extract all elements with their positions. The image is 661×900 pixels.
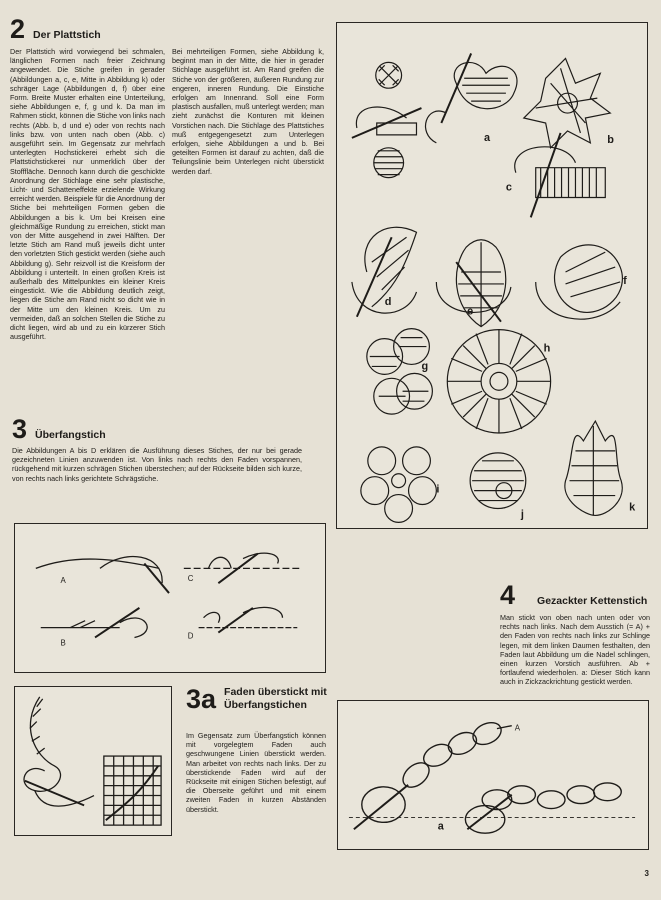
ueberfangstich-figures — [14, 523, 326, 673]
label-e: e — [467, 305, 474, 318]
kettenstich-text: Man stickt von oben nach unten oder von rechts nach links. Nach dem Ausstich (= A) + den Faden von rechts nach links zur Schlinge legen, mit dem linken Daumen festhalten, den Faden laut Abbildung um die Nadel schlingen, einen kurzen Vorstich ausführen. Ab + fortlaufend wiederholen. a: Dieser Stich kann auch in Zickzackrichtung gestickt werden. — [500, 613, 650, 687]
label-j: j — [520, 508, 524, 521]
plattstich-illustration — [337, 23, 647, 528]
faden-illustration — [15, 687, 171, 835]
section-2-heading — [10, 16, 101, 43]
label-C: C — [187, 574, 194, 584]
label-a: a — [484, 131, 491, 144]
label-D: D — [187, 631, 194, 641]
label-i: i — [436, 483, 440, 496]
plattstich-text-col1: Der Plattstich wird vorwiegend bei schmalen, länglichen Formen nach freier Zeichnung angewendet. Die Stiche greifen in gerader (Abbildungen a, c, e, Mitte in Abbildung k) oder schräger Lage (Abbildungen d, f) über eine Form. Breite Muster erhalten eine Unterteilung, siehe Abbildungen e, f, g und k. Da man im Rahmen stickt, können die Stiche von links nach rechts (Abb. b, d und e) oder von rechts nach links bzw. von unten nach oben (Abb. c) ausgeführt sein. Im Gegensatz zur mehrfach unterlegten Hochstickerei erhebt sich die Plattstichstickerei nur unmerklich über der Stofffläche. Dennoch kann durch die geschickte Anordnung der Stichlage eine sehr plastische, Licht- und Schatteneffekte erzielende Wirkung erreicht werden. Beispiele für die Anordnung der Stiche bei mehrteiligen Formen geben die Abbildungen a bis k. Um bei Kreisen eine gleichmäßige Rundung zu erreichen, stickt man von der Mitte ausgehend in zwei Hälften. Der letzte Stich am Rand muß jeweils dicht unter den vorletzten Stich gestickt werden (siehe auch Abbildung g). Sehr reizvoll ist die Kreisform der Abbildung i unterteilt. In einen großen Kreis ist außerhalb des Mittelpunktes ein kleiner Kreis eingestickt. Wie die Abbildung deutlich zeigt, liegen die Stiche am Rand nicht so dicht wie in der Mitte um den kleinen Kreis. Um zu vermeiden, daß an solchen Stellen die Stiche zu dicht liegen, wird ab und zu ein kürzerer Stich ausgeführt. — [10, 47, 165, 342]
section-number: 2 — [10, 14, 26, 44]
faden-figure — [14, 686, 172, 836]
label-k: k — [629, 501, 636, 514]
section-4-heading — [500, 582, 647, 609]
label-A: A — [60, 576, 66, 586]
figure-labels — [385, 132, 636, 521]
section-3-heading — [12, 416, 106, 443]
section-number: 3a — [186, 684, 217, 714]
section-title: Überfangstich — [35, 428, 106, 441]
section-number: 3 — [12, 414, 28, 444]
ueberfangstich-text: Die Abbildungen A bis D erklären die Ausführung dieses Stiches, der nur bei gerade gezeichneten Linien anzuwenden ist. Von links nach rechts den Faden vorspannen, rückgehend mit kurzen schrägen Stichen überstechen; auf der Rückseite bilden sich kurze, von rechts nach links gerichtete Schrägstiche. — [12, 446, 302, 483]
figure-labels — [438, 724, 521, 833]
section-3a-heading — [186, 686, 329, 713]
page-number: 3 — [644, 869, 649, 878]
label-b: b — [607, 133, 614, 146]
label-h: h — [543, 342, 551, 355]
label-A: A — [514, 723, 520, 733]
section-title: Der Plattstich — [33, 28, 101, 41]
section-number: 4 — [500, 580, 516, 610]
kettenstich-figure — [337, 700, 649, 850]
label-c: c — [505, 181, 512, 194]
section-title: Gezackter Kettenstich — [537, 594, 648, 607]
faden-text: Im Gegensatz zum Überfangstich können mit vorgelegtem Faden auch geschwungene Linien überstickt werden. Man arbeitet von rechts nach links. Der zu überstickende Faden wird auf der Rückseite mit einigen Stichen befestigt, auf die Oberseite geführt und mit einem zweiten Faden in kurzen Abständen überstickt. — [186, 731, 326, 814]
figure-labels — [60, 574, 193, 647]
label-d: d — [384, 295, 392, 308]
section-title: Faden überstickt mit Überfangstichen — [224, 686, 327, 711]
label-a: a — [437, 820, 444, 833]
plattstich-figures — [336, 22, 648, 529]
label-g: g — [421, 360, 429, 373]
plattstich-text-col2: Bei mehrteiligen Formen, siehe Abbildung k, beginnt man in der Mitte, die hier in gerader Stichlage ausgeführt ist. Am Rand greifen die Stiche von der größeren, äußeren Rundung zur engeren, inneren Rundung. Die Einstiche erfolgen am Innenrand. Soll eine Form plastisch ausfallen, muß unterlegt werden; man zieht zunächst die Konturen mit kleinen Vorstichen nach. Die Stichlage des Plattstiches muß entgegengesetzt zum Unterlegen erfolgen, siehe Abbildungen a und b. Bei geteilten Formen ist darauf zu achten, daß die Teilungslinie beim Unterlegen nicht überstickt werden darf. — [172, 47, 324, 176]
ueberfangstich-illustration — [15, 524, 325, 672]
kettenstich-illustration — [338, 701, 648, 849]
label-f: f — [623, 274, 627, 287]
label-B: B — [60, 638, 66, 648]
